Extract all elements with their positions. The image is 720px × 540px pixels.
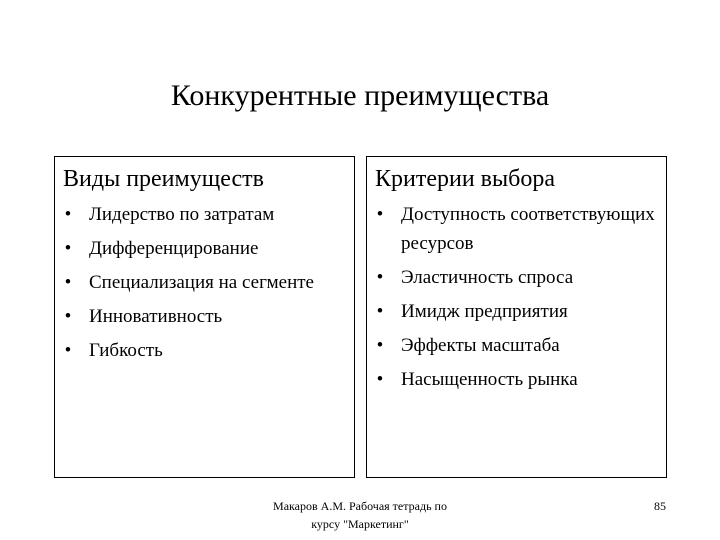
bullet-icon: •	[64, 340, 72, 361]
bullet-icon: •	[376, 204, 384, 225]
bullet-icon: •	[64, 204, 72, 225]
bullet-icon: •	[376, 369, 384, 390]
selection-criteria-box	[366, 156, 667, 478]
bullet-icon: •	[64, 306, 72, 327]
footer-citation-line2: курсу "Маркетинг"	[311, 517, 409, 531]
page-number: 85	[654, 499, 666, 513]
footer-citation	[230, 497, 490, 533]
list-item	[55, 336, 354, 365]
list-item	[367, 365, 666, 394]
bullet-icon: •	[376, 335, 384, 356]
list-item	[55, 302, 354, 331]
footer-citation-line1: Макаров А.М. Рабочая тетрадь по	[273, 499, 447, 513]
list-item-text: Насыщенность рынка	[401, 369, 578, 390]
list-item-text: Доступность соответствующих ресурсов	[401, 204, 655, 254]
list-item-text: Дифференцирование	[89, 238, 259, 259]
bullet-icon: •	[64, 238, 72, 259]
selection-criteria-list	[367, 200, 666, 399]
bullet-icon: •	[376, 267, 384, 288]
list-item	[55, 268, 354, 297]
list-item	[55, 200, 354, 229]
list-item-text: Эластичность спроса	[401, 267, 574, 288]
slide-title: Конкурентные преимущества	[170, 79, 550, 112]
list-item	[367, 263, 666, 292]
bullet-icon: •	[64, 272, 72, 293]
list-item	[367, 297, 666, 326]
list-item-text: Эффекты масштаба	[401, 335, 560, 356]
list-item	[55, 234, 354, 263]
list-item	[367, 200, 666, 258]
list-item	[367, 331, 666, 360]
list-item-text: Имидж предприятия	[401, 301, 568, 322]
list-item-text: Гибкость	[89, 340, 163, 361]
list-item-text: Специализация на сегменте	[89, 272, 314, 293]
list-item-text: Инновативность	[89, 306, 223, 327]
selection-criteria-heading: Критерии выбора	[375, 166, 555, 192]
advantage-types-list	[55, 200, 354, 370]
advantage-types-heading: Виды преимуществ	[63, 166, 264, 192]
list-item-text: Лидерство по затратам	[89, 204, 275, 225]
advantage-types-box	[54, 156, 355, 478]
bullet-icon: •	[376, 301, 384, 322]
